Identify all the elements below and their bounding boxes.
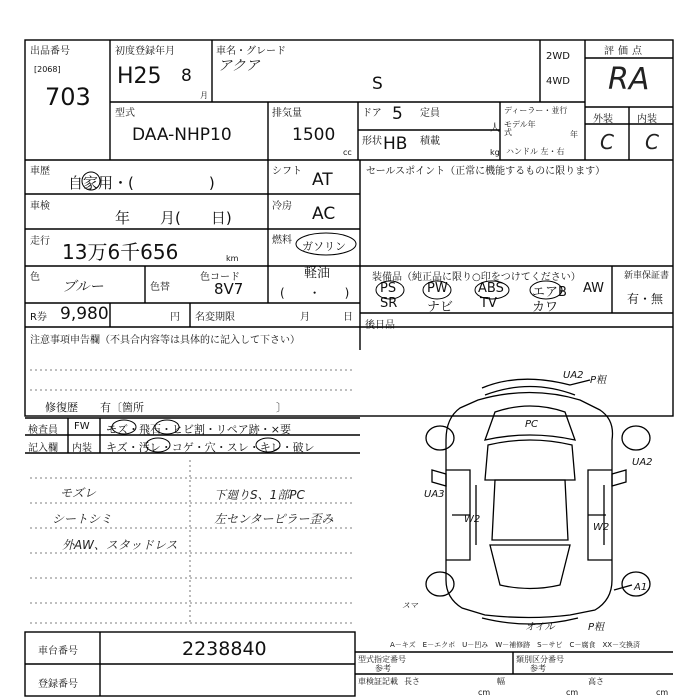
shape-value: HB [383,134,408,154]
fuel-diesel: 軽油 [304,266,331,281]
new-warranty-value: 有・無 [627,292,664,306]
color-code: 8V7 [214,280,244,298]
capacity-label: 定員 [420,108,440,119]
recycle-value: 9,980 [60,304,109,324]
recycle-label: R券 [30,312,47,323]
equipment-label: 装備品（純正品に限り○印をつけてください） [372,272,581,283]
mark-oil: オイル [525,622,555,633]
mark-p-rough-rear: P粗 [588,622,605,633]
aircon-value: AC [312,204,336,224]
doors-value: 5 [392,104,403,124]
note-right-2: 左センターピラー歪み [214,512,334,526]
displacement-value: 1500 [292,125,336,145]
class-ref-label: 参考 [530,664,546,673]
doors-label: ドア [362,108,382,119]
mileage-unit: km [226,254,239,263]
first-registration-year: H25 [117,64,162,89]
displacement-unit: cc [343,148,352,157]
equip-leather: カワ [532,300,559,315]
mark-ua2-right: UA2 [632,457,653,468]
car-name: アクア [218,58,260,74]
name-change-day: 日 [343,312,353,323]
mark-w2-left: W2 [464,514,481,525]
entry-label: 記入欄 [28,443,58,454]
first-registration-label: 初度登録年月 [115,46,175,57]
dims-label: 車検証記載 [358,677,398,686]
fuel-label: 燃料 [272,235,292,246]
lot-number-label: 出品番号 [30,46,70,57]
height-label: 高さ [588,677,604,686]
interior-check-label: 内装 [72,443,92,454]
lot-number: 703 [45,83,91,111]
shift-value: AT [312,170,333,190]
interior-label: 内装 [637,114,657,125]
height-unit: cm [656,688,669,697]
exterior-label: 外装 [593,114,613,125]
mark-a1: A1 [634,582,648,593]
lot-code: [2068] [34,65,61,74]
equip-ps: PS [380,281,397,296]
chassis-label: 車台番号 [38,646,78,657]
load-label: 積載 [420,136,440,147]
shape-label: 形状 [362,136,382,147]
year-unit: 年 [570,130,578,139]
color-code-label: 色コード [200,272,240,283]
equip-aw: AW [583,281,605,296]
model-ref-label: 参考 [375,664,391,673]
name-change-month: 月 [300,312,310,323]
interior-items: キズ・汚レ・コゲ・穴・スレ・キレ・破レ [106,441,315,454]
equip-pw: PW [427,281,448,296]
mark-p-rough-top: P粗 [590,375,607,386]
new-warranty-label: 新車保証書 [624,271,670,281]
rating-label: 評価点 [604,46,646,57]
fuel-gasoline: ガソリン [302,240,346,253]
shift-label: シフト [272,166,302,177]
displacement-label: 排気量 [272,108,302,119]
note-right-1: 下廻りS、1部PC [214,488,305,502]
later-fit-label: 後日品 [365,320,395,331]
mark-pc: PC [525,419,539,430]
interior-grade: C [645,130,659,154]
registration-label: 登録番号 [38,679,78,690]
mark-sma: スマ [402,601,418,610]
first-registration-month: 8 [181,66,192,86]
model-value: DAA-NHP10 [132,125,232,145]
width-unit: cm [566,688,579,697]
fw-label: FW [74,421,90,432]
dealer-label: ディーラー・並行 [504,106,568,115]
mileage-value: 13万6千656 [62,240,179,264]
model-year-label: モデル年式 [504,120,536,137]
car-grade: S [372,74,383,94]
mark-w2-right: W2 [593,522,610,533]
mark-ua3-left: UA3 [424,489,445,500]
notes-label: 注意事項申告欄（不具合内容等は具体的に記入して下さい） [30,335,300,346]
equip-sr: SR [380,296,398,311]
length-unit: cm [478,688,491,697]
exterior-grade: C [600,130,614,154]
note-left-1: モズレ [60,486,97,500]
model-designation-label: 型式指定番号 [358,655,406,664]
name-change-label: 名変期限 [195,312,235,323]
repair-history: 修復歴 有〔箇所 〕 [45,401,287,414]
inspector-label: 検査員 [28,425,58,436]
color-label: 色 [30,272,40,283]
chassis-value: 2238840 [182,638,267,660]
rating-value: RA [608,62,650,97]
handle-label: ハンドル 左・右 [506,147,565,156]
car-name-label: 車名・グレード [216,46,286,57]
equip-tv: TV [480,296,497,311]
class-number-label: 類別区分番号 [516,655,564,664]
capacity-unit: 人 [490,123,500,134]
fw-items: モズ・飛石・ヒビ割・リペア跡・×要 [106,423,291,436]
drive-4wd: 4WD [546,76,570,87]
history-value: 自家用・( ) [68,174,215,192]
model-label: 型式 [115,108,135,119]
sales-point-label: セールスポイント（正常に機能するものに限ります） [366,166,606,177]
equip-navi: ナビ [427,300,454,315]
history-label: 車歴 [30,166,50,177]
equip-abs: ABS [478,281,504,296]
note-left-2: シートシミ [52,512,113,526]
inspection-value: 年 月( 日) [115,209,232,227]
month-unit: 月 [200,91,208,100]
mileage-label: 走行 [30,236,50,247]
damage-legend: A－キズ E－エクボ U－凹み W－補修跡 S－サビ C－腐食 XX－交換済 [390,641,641,649]
fuel-paren: ( ・ ) [280,286,350,300]
width-label: 幅 [497,677,505,686]
color-value: ブルー [62,279,104,295]
color-special-label: 色替 [150,282,170,293]
note-left-3: 外AW、スタッドレス [62,538,178,552]
equip-airbag: エアB [532,285,567,300]
recycle-unit: 円 [170,312,180,323]
load-unit: kg [490,148,500,157]
length-label: 長さ [404,677,420,686]
mark-ua2-top: UA2 [563,370,584,381]
inspection-label: 車検 [30,201,50,212]
drive-2wd: 2WD [546,51,570,62]
aircon-label: 冷房 [272,201,292,212]
